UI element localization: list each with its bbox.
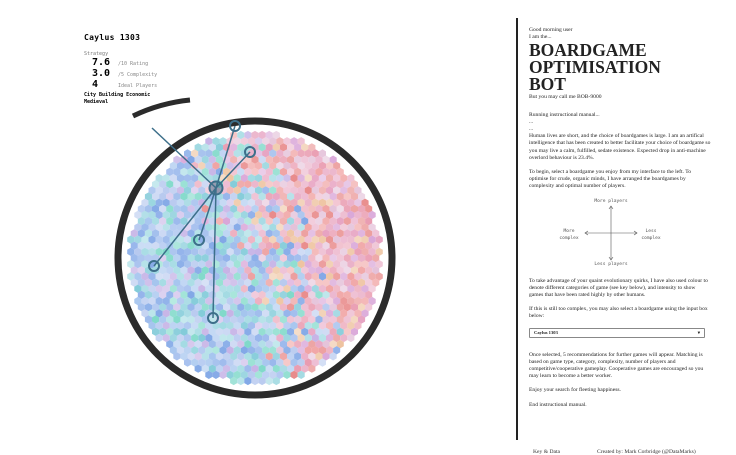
game-info [84, 33, 157, 106]
game-tags [84, 92, 157, 106]
intro: I am the... [529, 34, 552, 41]
paragraph: To take advantage of your quaint evolutionary quirks, I have also used colour to denote different categories of game (see key below), and intensity to show games that have been rated highly by other humans. [529, 277, 708, 299]
paragraph: End instructional manual. [529, 401, 587, 408]
game-category: Strategy [84, 51, 109, 57]
paragraph: If this is still too complex, you may also select a boardgame using the input box below: [529, 306, 708, 320]
rating-label: /10 Rating [118, 61, 149, 67]
footer [533, 449, 696, 455]
running-text: Running instructional manual... [529, 111, 600, 118]
compass-right-label: Less complex [641, 228, 661, 241]
players-label: Ideal Players [118, 83, 158, 89]
tag: Medieval [84, 99, 109, 105]
credit: Created by: Mark Corbridge (@DataMarks) [597, 449, 696, 455]
game-title: Caylus 1303 [84, 33, 141, 42]
key-and-data-link[interactable]: Key & Data [533, 449, 561, 455]
select-value: Caylus 1303 [534, 330, 558, 336]
paragraph: Once selected, 5 recommendations for further games will appear. Matching is based on game type, category, complexity, number of players and competitive/cooperative gameplay. Cooperative games are encouraged so you may learn to become a better worker. [529, 351, 704, 380]
compass-key [529, 198, 711, 268]
paragraph: Human lives are short, and the choice of boardgames is large. I am an artifical intelligence that has been created to better facilitate your choice of boardgame so you may live a calm, fulfilled, sedate existence. Expected drop in anti-machine overlord behaviour is 23.4%. [529, 133, 711, 161]
compass-left-label: More complex [559, 228, 579, 241]
tag: City Building Economic [84, 92, 151, 98]
compass-bottom-label: Less players [594, 261, 628, 267]
paragraph: To begin, select a boardgame you enjoy from my interface to the left. To optimise for crude, organic minds, I have arranged the boardgames by complexity and optimal number of players. [529, 169, 692, 190]
hex-grid [127, 131, 383, 385]
rating-value: 7.6 [92, 57, 111, 68]
selected-game-node[interactable] [210, 182, 223, 195]
compass-top-label: More players [594, 198, 628, 204]
page-title: BOARDGAME OPTIMISATION BOT [529, 40, 661, 95]
instructions-panel [529, 27, 711, 416]
players-stat [92, 79, 157, 90]
rating-stat [92, 57, 157, 68]
complexity-stat [92, 68, 157, 79]
players-value: 4 [92, 79, 99, 90]
chevron-down-icon: ▾ [697, 330, 700, 336]
game-select[interactable] [529, 328, 705, 338]
complexity-value: 3.0 [92, 68, 111, 79]
divider [516, 18, 518, 440]
greeting: Good morning user [529, 27, 573, 33]
complexity-label: /5 Complexity [118, 72, 158, 78]
ellipsis: ... [529, 126, 534, 133]
alias: But you may call me BOB-9000 [529, 94, 602, 101]
paragraph: Enjoy your search for fleeting happiness. [529, 387, 621, 394]
ellipsis: ... [529, 118, 534, 125]
